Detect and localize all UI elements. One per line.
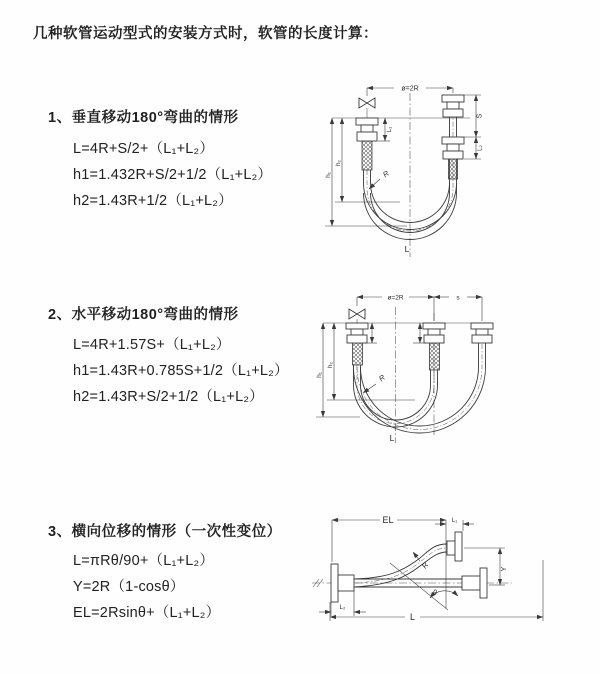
diagram-horizontal-180-bend — [310, 285, 595, 465]
section-2-heading: 2、水平移动180°弯曲的情形 — [48, 307, 239, 323]
valve-icon — [359, 98, 375, 118]
dimension-h2 — [327, 323, 415, 400]
dim-label-el: EL — [382, 515, 394, 525]
radius-label: R — [381, 168, 391, 180]
dimension-el — [332, 515, 446, 608]
left-fitting — [356, 118, 378, 141]
dim-label-s: s — [456, 294, 460, 302]
dim-label-2r: ø=2R — [401, 85, 419, 93]
braided-sections — [353, 343, 440, 370]
middle-fitting — [423, 323, 445, 343]
left-fitting — [346, 323, 368, 343]
dim-label-l2: L₂ — [339, 605, 346, 611]
theta-label: θ — [433, 590, 437, 597]
section-3-heading: 3、横向位移的情形（一次性变位） — [48, 524, 282, 540]
section-3-formula-EL: EL=2Rsinθ+（L₁+L₂） — [73, 605, 221, 621]
dimension-l2 — [464, 137, 484, 159]
upper-right-flange — [447, 532, 462, 561]
section-1-formula-h2: h2=1.43R+1/2（L₁+L₂） — [73, 193, 233, 209]
left-flange — [331, 564, 354, 602]
page-title: 几种软管运动型式的安装方式时，软管的长度计算： — [33, 26, 378, 42]
dim-label-l1: L₁ — [451, 518, 458, 524]
dimension-s — [464, 95, 484, 137]
radius-callout — [363, 372, 387, 393]
dim-label-h1: h₁ — [316, 372, 323, 378]
dim-label-h2: h₂ — [335, 159, 342, 167]
section-1-formula-L: L=4R+S/2+（L₁+L₂） — [73, 141, 215, 157]
radius-label: R — [419, 560, 431, 571]
dim-label-h2: h₂ — [327, 361, 334, 369]
right-fitting-moved — [442, 95, 464, 117]
hose-curves — [364, 117, 457, 240]
dim-label-h1: h₁ — [325, 172, 332, 178]
diagram-lateral-displacement — [300, 505, 600, 652]
dimension-l2 — [319, 591, 366, 616]
dimension-s — [434, 295, 482, 322]
valve-icon — [349, 309, 365, 323]
radius-callout — [369, 168, 391, 189]
dim-label-2r: ø=2R — [387, 294, 404, 302]
section-2-formula-h1: h1=1.43R+0.785S+1/2（L₁+L₂） — [73, 363, 289, 379]
section-2-formula-h2: h2=1.43R+S/2+1/2（L₁+L₂） — [73, 389, 264, 405]
diagram-vertical-180-bend — [310, 75, 590, 262]
dimension-l1 — [378, 118, 393, 141]
right-fitting-original — [442, 137, 464, 159]
dim-label-l2: L₂ — [477, 145, 484, 151]
hose-curves — [354, 343, 486, 433]
dim-label-s: S — [476, 113, 484, 119]
dim-label-l: L — [409, 612, 416, 622]
length-label: L — [389, 433, 395, 443]
section-1-heading: 1、垂直移动180°弯曲的情形 — [48, 110, 239, 126]
curved-hose — [354, 544, 447, 587]
section-3-formula-Y: Y=2R（1-cosθ） — [73, 579, 185, 595]
section-3-formula-L: L=πRθ/90+（L₁+L₂） — [73, 553, 215, 569]
dim-label-y: Y — [501, 566, 508, 572]
dim-label-l1: L₁ — [387, 126, 393, 133]
section-1-formula-h1: h1=1.432R+S/2+1/2（L₁+L₂） — [73, 167, 273, 183]
section-2-formula-L: L=4R+1.57S+（L₁+L₂） — [73, 337, 231, 353]
right-fitting-moved — [471, 323, 493, 343]
length-label: L — [404, 244, 410, 254]
radius-label: R — [377, 372, 387, 384]
